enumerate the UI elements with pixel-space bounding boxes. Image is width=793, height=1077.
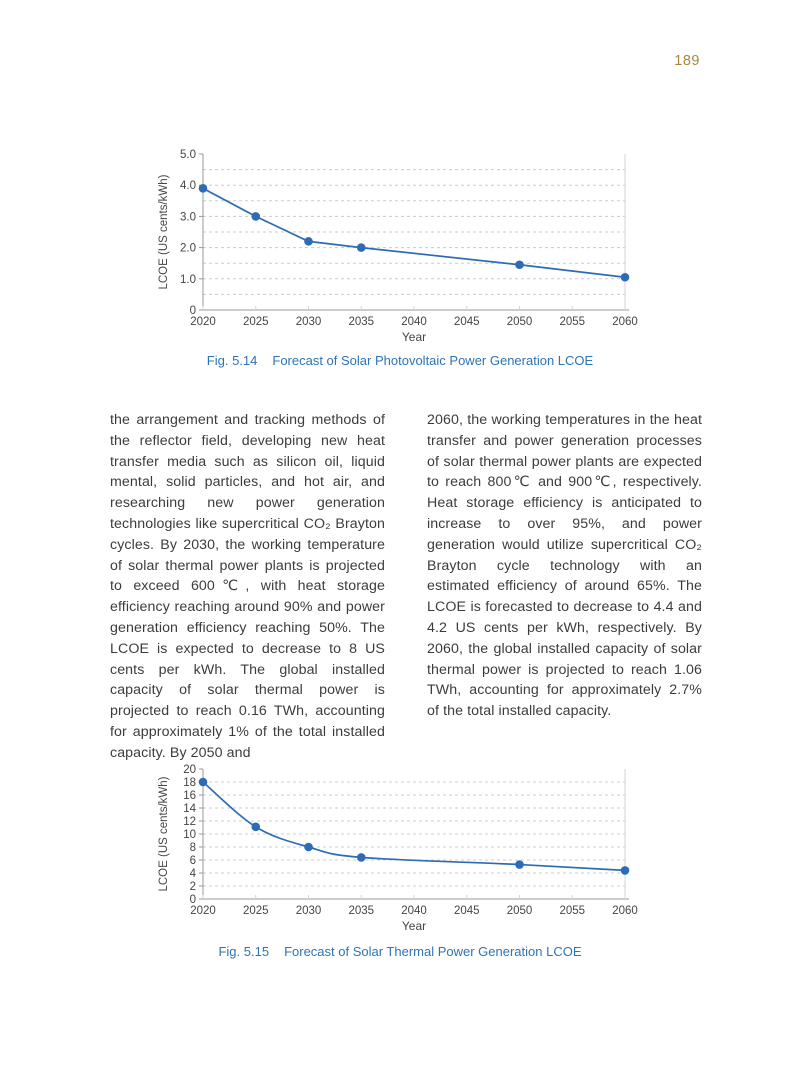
data-point: [357, 853, 366, 862]
data-point: [199, 184, 208, 193]
y-tick-label: 5.0: [180, 149, 196, 161]
x-tick-label: 2060: [612, 905, 638, 917]
data-point: [515, 860, 524, 869]
data-point: [621, 866, 630, 875]
x-tick-label: 2025: [242, 905, 269, 917]
y-tick-label: 3.0: [180, 211, 196, 224]
x-tick-label: 2020: [190, 316, 216, 328]
thermal-lcoe-line-chart: [155, 762, 645, 937]
figure-pv-lcoe: [155, 146, 645, 346]
figure-label-thermal: Fig. 5.15: [218, 944, 270, 959]
x-tick-label: 2025: [242, 316, 269, 328]
y-tick-label: 2.0: [180, 242, 196, 255]
x-tick-label: 2030: [295, 905, 322, 917]
y-tick-label: 4: [189, 868, 196, 880]
y-tick-label: 10: [183, 829, 196, 841]
body-text-block: [110, 410, 702, 764]
y-tick-label: 0: [189, 894, 196, 906]
y-tick-label: 18: [183, 777, 196, 789]
x-tick-label: 2035: [348, 905, 375, 917]
x-tick-label: 2030: [295, 316, 322, 328]
y-tick-label: 14: [183, 803, 196, 815]
x-tick-label: 2020: [190, 905, 216, 917]
x-tick-label: 2040: [401, 316, 427, 328]
x-tick-label: 2045: [453, 316, 480, 328]
y-tick-label: 6: [189, 855, 196, 867]
x-tick-label: 2050: [506, 905, 533, 917]
data-point: [251, 212, 260, 221]
y-tick-label: 16: [183, 790, 196, 802]
pv-lcoe-line-chart: [155, 146, 645, 346]
figure-title-pv: Forecast of Solar Photovoltaic Power Generation LCOE: [272, 353, 594, 368]
x-tick-label: 2050: [506, 316, 533, 328]
y-tick-label: 1.0: [180, 273, 196, 286]
x-axis-title: Year: [401, 330, 427, 344]
x-tick-label: 2035: [348, 316, 375, 328]
data-point: [199, 778, 208, 787]
data-point: [304, 237, 313, 246]
data-point: [515, 260, 524, 269]
data-point: [251, 823, 260, 832]
data-point: [304, 843, 313, 852]
x-tick-label: 2055: [559, 905, 586, 917]
data-point: [357, 243, 366, 252]
figure-title-thermal: Forecast of Solar Thermal Power Generation LCOE: [284, 944, 582, 959]
y-tick-label: 4.0: [180, 180, 196, 193]
x-axis-title: Year: [401, 919, 427, 933]
page-number: 189: [674, 53, 700, 69]
y-tick-label: 0: [189, 305, 196, 317]
series-line: [203, 188, 625, 277]
figure-caption-thermal: [155, 944, 645, 959]
figure-thermal-lcoe: [155, 762, 645, 937]
figure-label-pv: Fig. 5.14: [206, 353, 258, 368]
x-tick-label: 2045: [453, 905, 480, 917]
data-point: [621, 273, 630, 282]
y-axis-title: LCOE (US cents/kWh): [158, 174, 170, 290]
x-tick-label: 2055: [559, 316, 586, 328]
y-axis-title: LCOE (US cents/kWh): [158, 776, 170, 892]
y-tick-label: 20: [183, 764, 196, 776]
y-tick-label: 2: [189, 881, 196, 893]
figure-caption-pv: [155, 353, 645, 368]
y-tick-label: 8: [189, 842, 196, 854]
x-tick-label: 2060: [612, 316, 638, 328]
x-tick-label: 2040: [401, 905, 427, 917]
y-tick-label: 12: [183, 816, 196, 828]
body-right-column: 2060, the working temperatures in the heat transfer and power generation processes of solar thermal power plants are expected to reach 800℃ and 900℃, respectively. Heat storage efficiency is anticipated to increase to over 95%, and power generation would utilize supercritical CO₂ Brayton cycle technology with an estimated efficiency of around 65%. The LCOE is forecasted to decrease to 4.4 and 4.2 US cents per kWh, respectively. By 2060, the global installed capacity of solar thermal power is projected to reach 1.06 TWh, accounting for approximately 2.7% of the total installed capacity.: [427, 412, 702, 720]
body-left-column: the arrangement and tracking methods of the reflector field, developing new heat transfer media such as silicon oil, liquid mental, solid particles, and hot air, and researching new power generation technologies like supercritical CO₂ Brayton cycles. By 2030, the working temperature of solar thermal power plants is projected to exceed 600℃, with heat storage efficiency reaching around 90% and power generation efficiency reaching 50%. The LCOE is expected to decrease to 8 US cents per kWh. The global installed capacity of solar thermal power is projected to reach 0.16 TWh, accounting for approximately 1% of the total installed capacity. By 2050 and: [110, 412, 385, 761]
